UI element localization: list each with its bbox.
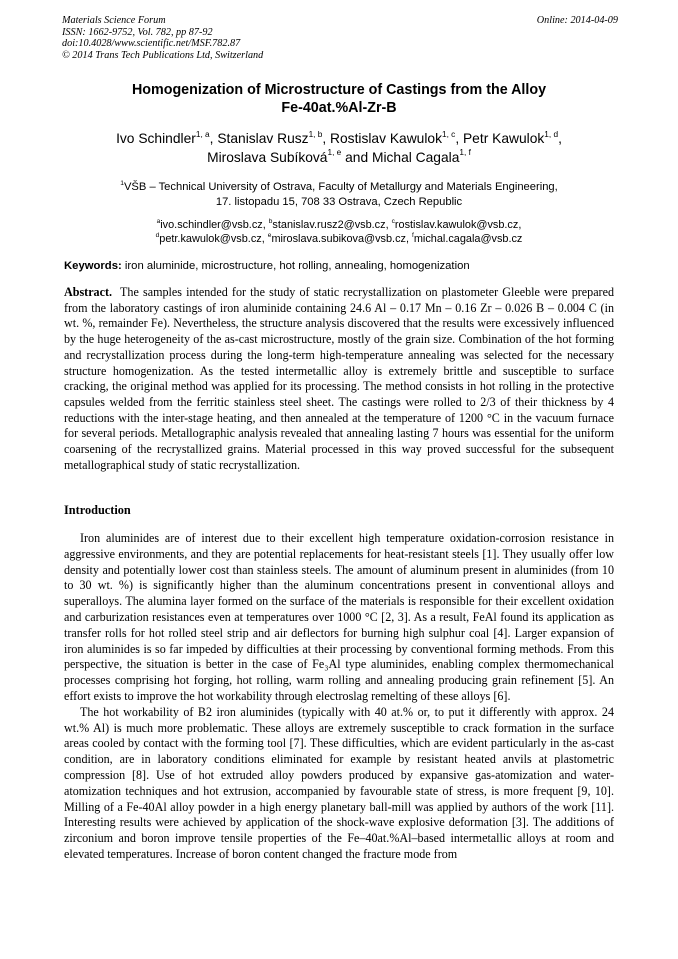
author-affiliation-mark: 1, a bbox=[195, 129, 210, 139]
introduction-body bbox=[64, 531, 614, 863]
abstract-text: The samples intended for the study of static recrystallization on plastometer Gleeble were prepared from the laboratory castings of iron aluminide containing 24.6 Al – 0.17 Mn – 0.16 Zr – 0.026 B – 0.004 C (in wt. %, remainder Fe). Nevertheless, the structure analysis discovered that the results were excessively influenced by the huge heterogeneity of the as-cast microstructure, mostly of the grain size. Combination of the hot forming and recrystallization process during the long-term high-temperature annealing was selected for the necessary structure homogenization. As the tested intermetallic alloy is extremely brittle and susceptible to surface cracking, the original method was applied for its processing. The method consists in hot rolling in the protective capsules welded from the ferritic stainless steel sheet. The castings were rolled to 2/3 of their thickness by 4 reductions with the inter-stage heating, and then annealed at the temperature of 1200 °C in the vacuum furnace for several periods. Metallographic analysis revealed that annealing lasting 7 hours was essential for the uniform coarsening of the recrystallized grains. Material processed in this way proved successful for the subsequent metallographical study of static recrystallization. bbox=[64, 285, 614, 472]
email-separator: , bbox=[518, 219, 522, 231]
email-address[interactable]: ivo.schindler@vsb.cz bbox=[160, 219, 263, 231]
email-separator: , bbox=[261, 233, 268, 246]
paper-title-line-2: Fe-40at.%Al-Zr-B bbox=[281, 99, 397, 116]
affiliation-line-1 bbox=[40, 180, 638, 195]
journal-header bbox=[62, 15, 618, 61]
author-name: Stanislav Rusz bbox=[217, 131, 309, 146]
keywords bbox=[64, 259, 616, 273]
author-affiliation-mark: 1, f bbox=[459, 148, 471, 158]
email-line-1 bbox=[40, 218, 638, 232]
journal-doi: doi:10.4028/www.scientific.net/MSF.782.87 bbox=[62, 38, 241, 50]
email-address[interactable]: michal.cagala@vsb.cz bbox=[413, 233, 523, 246]
author-separator: and bbox=[341, 149, 372, 165]
email-separator: , bbox=[405, 233, 413, 246]
abstract bbox=[64, 285, 614, 473]
email-address[interactable]: stanislav.rusz2@vsb.cz bbox=[272, 219, 386, 231]
abstract-label: Abstract. bbox=[64, 285, 113, 299]
email-mark: b bbox=[268, 217, 273, 225]
author-list bbox=[40, 130, 638, 167]
email-mark: e bbox=[267, 232, 272, 240]
email-mark: d bbox=[155, 232, 160, 240]
author-affiliation-mark: 1, c bbox=[441, 129, 456, 139]
author-affiliation-mark: 1, d bbox=[544, 129, 559, 139]
keywords-text: iron aluminide, microstructure, hot rolling, annealing, homogenization bbox=[124, 260, 470, 272]
author-separator: , bbox=[455, 131, 463, 146]
affiliation-mark: 1 bbox=[120, 179, 124, 187]
keywords-label: Keywords: bbox=[64, 260, 122, 272]
section-heading-introduction: Introduction bbox=[64, 503, 131, 517]
email-line-2 bbox=[40, 232, 638, 246]
email-list bbox=[40, 218, 638, 247]
author-affiliation-mark: 1, b bbox=[308, 129, 323, 139]
affiliation-text: VŠB – Technical University of Ostrava, Faculty of Metallurgy and Materials Engineering, bbox=[123, 181, 558, 193]
author-name: Petr Kawulok bbox=[462, 131, 545, 146]
author-name: Rostislav Kawulok bbox=[330, 131, 442, 146]
author-separator: , bbox=[558, 131, 562, 146]
paper-title bbox=[40, 82, 638, 117]
email-mark: a bbox=[156, 217, 161, 225]
affiliation-line-2: 17. listopadu 15, 708 33 Ostrava, Czech Republic bbox=[215, 196, 463, 208]
paper-title-line-1: Homogenization of Microstructure of Castings from the Alloy bbox=[131, 82, 547, 98]
email-address[interactable]: miroslava.subikova@vsb.cz bbox=[271, 233, 406, 246]
journal-copyright: © 2014 Trans Tech Publications Ltd, Switzerland bbox=[62, 49, 264, 61]
author-separator: , bbox=[209, 131, 218, 146]
journal-issn: ISSN: 1662-9752, Vol. 782, pp 87-92 bbox=[62, 26, 213, 38]
email-mark: f bbox=[412, 232, 414, 240]
email-address[interactable]: petr.kawulok@vsb.cz bbox=[159, 233, 262, 246]
email-mark: c bbox=[391, 217, 395, 225]
author-line-1 bbox=[40, 130, 638, 149]
author-name: Ivo Schindler bbox=[116, 131, 196, 146]
email-separator: , bbox=[262, 219, 269, 231]
author-name: Michal Cagala bbox=[371, 149, 460, 165]
affiliation bbox=[40, 180, 638, 210]
author-separator: , bbox=[322, 131, 331, 146]
author-affiliation-mark: 1, e bbox=[327, 148, 342, 158]
introduction-paragraph-2: The hot workability of B2 iron aluminides (typically with 40 at.% or, to put it differently with approx. 24 wt.% Al) is much more problematic. These alloys are extremely susceptible to crack formation in the surface areas cooled by contact with the forming tool [7]. These difficulties, which are evident particularly in the as-cast condition, are in laboratory conditions eliminated for example by resistant heated anvils at plastometric compression [8]. Use of hot extruded alloy powders produced by expansive gas-atomization and water-atomization techniques and hot extrusion, accompanied by favourable state of stress, is more frequent [9, 10]. Milling of a Fe-40Al alloy powder in a high energy planetary ball-mill was applied by authors of the work [11]. Interesting results were achieved by application of the shock-wave explosive deformation [3]. The additions of zirconium and boron improve tensile properties of the Fe–40at.%Al–based intermetallic alloys at room and elevated temperatures. Increase of boron content changed the fracture mode from bbox=[64, 704, 614, 861]
introduction-paragraph-1: Iron aluminides are of interest due to their excellent high temperature oxidation-corrosion resistance in aggressive environments, and they are potential replacements for heat-resistant steels [1]. They usually offer low density and potentially lower cost than stainless steels. The amount of aluminum present in aluminides (from 10 to 30 wt. %) is significantly higher than the aluminum concentrations present in conventional alloys and superalloys. The alumina layer formed on the surface of the materials is responsible for their excellent oxidation and carburization resistances even at temperatures over 1000 °C [2, 3]. As a result, FeAl found its application as transfer rolls for hot rolled steel strip and air deflectors for burning high sulphur coal [4]. Larger expansion of iron aluminides is so far impeded by difficulties at their processing by conventional forming methods. From this perspective, the situation is better in the case of Fe₃Al type aluminides, enabling complex thermomechanical processes comprising hot forging, hot rolling, warm rolling and annealing producing grain refinement [5]. An effort exists to improve the hot workability through electroslag remelting of these alloys [6]. bbox=[64, 531, 614, 703]
author-line-2 bbox=[40, 149, 638, 168]
author-name: Miroslava Subíková bbox=[207, 149, 328, 165]
online-date: Online: 2014-04-09 bbox=[536, 15, 618, 26]
email-separator: , bbox=[385, 219, 392, 231]
journal-name: Materials Science Forum bbox=[62, 15, 166, 26]
email-address[interactable]: rostislav.kawulok@vsb.cz bbox=[394, 219, 519, 231]
